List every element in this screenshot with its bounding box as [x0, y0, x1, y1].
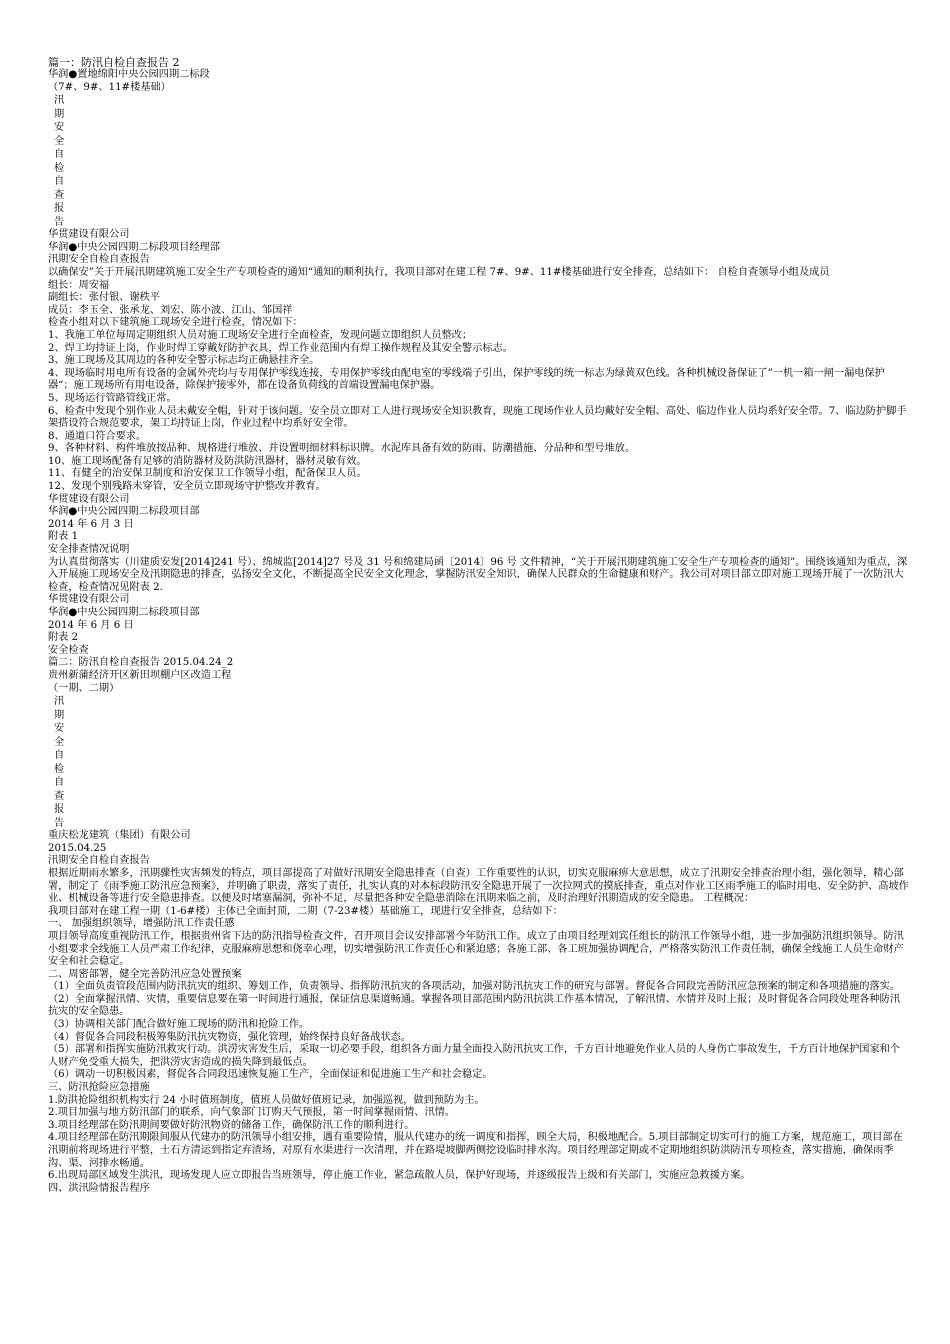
check-item: 4、现场临时用电所有设备的金属外壳均与专用保护零线连接，专用保护零线由配电室的零线端子引出，保护零线的统一标志为绿黄双色线。各种机械设备保证了”一机一箱一闸一漏电保护器“；施工现场所有用电设备，除保护接零外，都在设备负荷线的首端设置漏电保护器。 — [48, 367, 885, 392]
part1-report-title: 汛期安全自检自查报告 — [48, 254, 150, 266]
section2-item: （5）部署和指挥实施防汛救灾行动。洪涝灾害发生后，采取一切必要手段，组织各方面力量全面投入防汛抗灾工作，千方百计地避免作业人员的人身伤亡事故发生，千方百计地保护国家和个人财产免受重大损失，把洪涝灾害造成的损失降到最低点。 — [48, 1044, 901, 1068]
part2-scope: （一期、二期） — [48, 682, 120, 694]
part1-members: 成员：李玉全、张承龙、刘宏、陈小波、江山、邹国祥 — [48, 304, 293, 316]
part1-title: 篇一：防汛自检自查报告 2 — [48, 56, 180, 69]
section3-item: 6.出现局部区域发生洪汛，现场发现人应立即报告当班领导，停止施工作业，紧急疏散人员，保护好现场，并逐级报告上级和有关部门，实施应急救援方案。 — [48, 1170, 751, 1182]
check-item: 2、焊工均持证上岗，作业时焊工穿戴好防护衣具，焊工作业范围内有焊工操作规程及其安全警示标志。 — [48, 342, 513, 354]
vertical-char: 自 — [54, 176, 65, 188]
check-item: 11、有健全的治安保卫制度和治安保卫工作领导小组，配备保卫人员。 — [48, 468, 367, 480]
attach1-label: 附表 1 — [48, 531, 79, 543]
section2-title: 二、周密部署，健全完善防汛应急处置预案 — [48, 968, 242, 980]
vertical-char: 安 — [54, 122, 65, 134]
vertical-char: 自 — [54, 149, 65, 161]
part1-check-intro: 检查小组对以下建筑施工现场安全进行检查，情况如下： — [48, 317, 303, 329]
part2-date: 2015.04.25 — [48, 842, 107, 854]
vertical-char: 期 — [54, 709, 65, 721]
part1-project: 华润●置地绵阳中央公园四期二标段 — [48, 69, 210, 80]
part1-sig2-dept: 华润●中央公园四期二标段项目部 — [48, 607, 200, 618]
part1-dept: 华润●中央公园四期二标段项目经理部 — [48, 241, 220, 253]
part1-sig-date: 2014 年 6 月 3 日 — [48, 518, 134, 530]
attach1-title: 安全排查情况说明 — [48, 544, 130, 556]
part2-report-title: 汛期安全自检自查报告 — [48, 855, 150, 867]
part1-sig2-date: 2014 年 6 月 6 日 — [48, 619, 134, 631]
check-item: 6、检查中发现个别作业人员未戴安全帽，针对于该问题。安全员立即对工人进行现场安全知识教育，现施工现场作业人员均戴好安全帽、高处、临边作业人员均系好安全带。7、临边防护脚手架搭设符合规范要求，架工均持证上岗，作业过程中均系好安全带。 — [48, 405, 907, 430]
part1-sig-dept: 华润●中央公园四期二标段项目部 — [48, 506, 200, 518]
vertical-char: 报 — [54, 203, 65, 215]
check-item: 9、各种材料、构件堆放按品种、规格进行堆放、并设置明细材料标识牌。水泥库具备有效的防雨、防潮措施、分品种和型号堆放。 — [48, 443, 636, 455]
attach2-title: 安全检查 — [48, 644, 89, 656]
document-body — [48, 56, 910, 1195]
section1-body: 项目领导高度重视防汛工作，根据贵州省下达的防汛指导检查文件，召开项目会议安排部署今年防汛工作。成立了由项目经理刘宾任组长的防汛工作领导小组，进一步加强防汛组织领导。防汛小组要求全线施工人员严肃工作纪律，克服麻痹思想和侥幸心理，切实增强防汛工作责任心和紧迫感；各施工部、各工班加强协调配合，严格落实防汛工作责任制，确保全线施工人员生命财产安全和社会稳定。 — [48, 930, 904, 968]
section3-item: 2.项目加强与地方防汛部门的联系，向气象部门订购天气预报，第一时间掌握雨情、汛情。 — [48, 1107, 456, 1119]
part2-title: 篇二：防汛自检自查报告 2015.04.24_2 — [48, 657, 234, 669]
vertical-char: 告 — [54, 216, 65, 228]
check-item: 10、施工现场配备有足够的消防器材及防洪防汛器材，器材灵敏有效。 — [48, 455, 367, 467]
vertical-char: 期 — [54, 108, 65, 120]
section4-title: 四、洪汛险情报告程序 — [48, 1182, 150, 1194]
section2-item: （1）全面负责管段范围内防汛抗灾的组织、筹划工作，负责领导、指挥防汛抗灾的各项活动，加强对防汛抗灾工作的研究与部署。督促各合同段完善防汛应急预案的制定和各项措施的落实。（2）全面掌握汛情、灾情，重要信息要在第一时间进行通报，保证信息渠道畅通。掌握各项目部范围内防汛抗洪工作基本情况，了解汛情、水情并及时上报；及时督促各合同段处理各种防汛抗灾的安全隐患。 — [48, 981, 901, 1018]
section3-title: 三、防汛抢险应急措施 — [48, 1082, 150, 1094]
section2-item: （3）协调相关部门配合做好施工现场的防汛和抢险工作。 — [48, 1019, 310, 1031]
section1-title: 一、 加强组织领导，增强防汛工作责任感 — [48, 918, 235, 930]
check-item: 5、现场运行管路管线正常。 — [48, 392, 177, 404]
part2-project: 贵州新蒲经济开区新田坝棚户区改造工程 — [48, 669, 232, 681]
vertical-char: 自 — [54, 750, 65, 762]
attach1-body: 为认真贯彻落实（川建质安发[2014]241 号）、绵城监[2014]27 号及 31 号和绵建局函〔2014〕96 号 文件精神，“关于开展汛期建筑施工安全生产专项检查的通知”。围绕该通知为重点，深入开展施工现场安全及汛期隐患的排查，弘扬安全文化，不断提高全民安全文化理念，掌握防汛安全知识，确保人民群众的生命健康和财产。我公司对项目部立即对施工现场开展了一次防汛大检查，检查情况见附表 2. — [48, 556, 908, 593]
vertical-char: 汛 — [54, 696, 65, 708]
part1-sig2-company: 华贯建设有限公司 — [48, 594, 130, 606]
section3-item: 4.项目经理部在防汛期限间服从代建办的防汛领导小组安排，遇有重要险情，服从代建办的统一调度和指挥，顾全大局，积极地配合。5.项目部制定切实可行的施工方案，规范施工，项目部在汛期前将现场进行平整，土石方清运到指定弃渣场，对原有水渠进行一次清理，并在路堤坡脚两侧挖设临时排水沟。项目经理部定期或不定期地组织防洪防汛专项检查，落实措施，确保雨季沟、渠、河排水畅通。 — [48, 1132, 903, 1169]
vertical-char: 全 — [54, 736, 65, 748]
vertical-char: 汛 — [54, 95, 65, 107]
part1-vertical-title — [48, 94, 910, 229]
section2-item: （6）调动一切积极因素，督促各合同段迅速恢复施工生产，全面保证和促进施工生产和社会稳定。 — [48, 1069, 493, 1081]
part1-company: 华贯建设有限公司 — [48, 229, 130, 241]
vertical-char: 检 — [54, 162, 65, 174]
vertical-char: 查 — [54, 189, 65, 201]
vertical-char: 安 — [54, 723, 65, 735]
part1-leader: 组长：周安福 — [48, 279, 110, 291]
vertical-char: 自 — [54, 777, 65, 789]
part1-sig-company: 华贯建设有限公司 — [48, 493, 130, 505]
section3-item: 1.防洪抢险组织机构实行 24 小时值班制度，值班人员做好值班记录，加强巡视，做到预防为主。 — [48, 1094, 485, 1106]
section2-item: （4）督促各合同段积极筹集防汛抗灾物资，强化管理，始终保持良好备战状态。 — [48, 1031, 412, 1043]
part1-intro: 以确保安”关于开展汛期建筑施工安全生产专项检查的通知“通知的顺利执行，我项目部对在建工程 7#、9#、11#楼基础进行安全排查，总结如下： 自检自查领导小组及成员 — [48, 266, 830, 278]
part1-scope: （7#、9#、11#楼基础） — [48, 81, 171, 93]
vertical-char: 告 — [54, 817, 65, 829]
check-item: 12、发现个别残路未穿管，安全员立即现场守护整改并教育。 — [48, 481, 326, 493]
part1-vice-leader: 副组长：张付银、谢秩平 — [48, 292, 161, 304]
part2-overview: 我项目部对在建工程一期（1-6#楼）主体已全面封顶，二期（7-23#楼）基础施工，现进行安全排查，总结如下： — [48, 905, 563, 917]
vertical-char: 检 — [54, 763, 65, 775]
part2-vertical-title — [48, 695, 910, 830]
check-item: 1、我施工单位每周定期组织人员对施工现场安全进行全面检查，发现问题立即组织人员整改； — [48, 329, 473, 341]
vertical-char: 查 — [54, 790, 65, 802]
check-item: 3、施工现场及其周边的各种安全警示标志均正确悬挂齐全。 — [48, 355, 320, 367]
attach2-label: 附表 2 — [48, 632, 79, 644]
vertical-char: 全 — [54, 135, 65, 147]
vertical-char: 报 — [54, 804, 65, 816]
check-item: 8、通道口符合要求。 — [48, 430, 147, 442]
part2-intro: 根据近期雨水繁多，汛期骤性灾害频发的特点，项目部提高了对做好汛期安全隐患排查（自查）工作重要性的认识，切实克服麻痹大意思想，成立了汛期安全排查治理小组，强化领导，精心部署，制定了《雨季施工防汛应急预案》，并明确了职责，落实了责任，扎实认真的对本标段防汛安全隐患开展了一次拉网式的摸底排查，重点对作业工区雨季施工的临时用电、安全防护、高坡作业、机械设备等进行安全隐患排查。以便及时堵塞漏洞，弥补不足，尽量把各种安全隐患消除在汛期来临之前，及时治理好汛期造成的安全隐患。 工程概况： — [48, 867, 909, 905]
section3-item: 3.项目经理部在防汛期间要做好防汛物资的储备工作，确保防汛工作的顺利进行。 — [48, 1119, 415, 1131]
part2-company: 重庆松龙建筑（集团）有限公司 — [48, 830, 191, 842]
